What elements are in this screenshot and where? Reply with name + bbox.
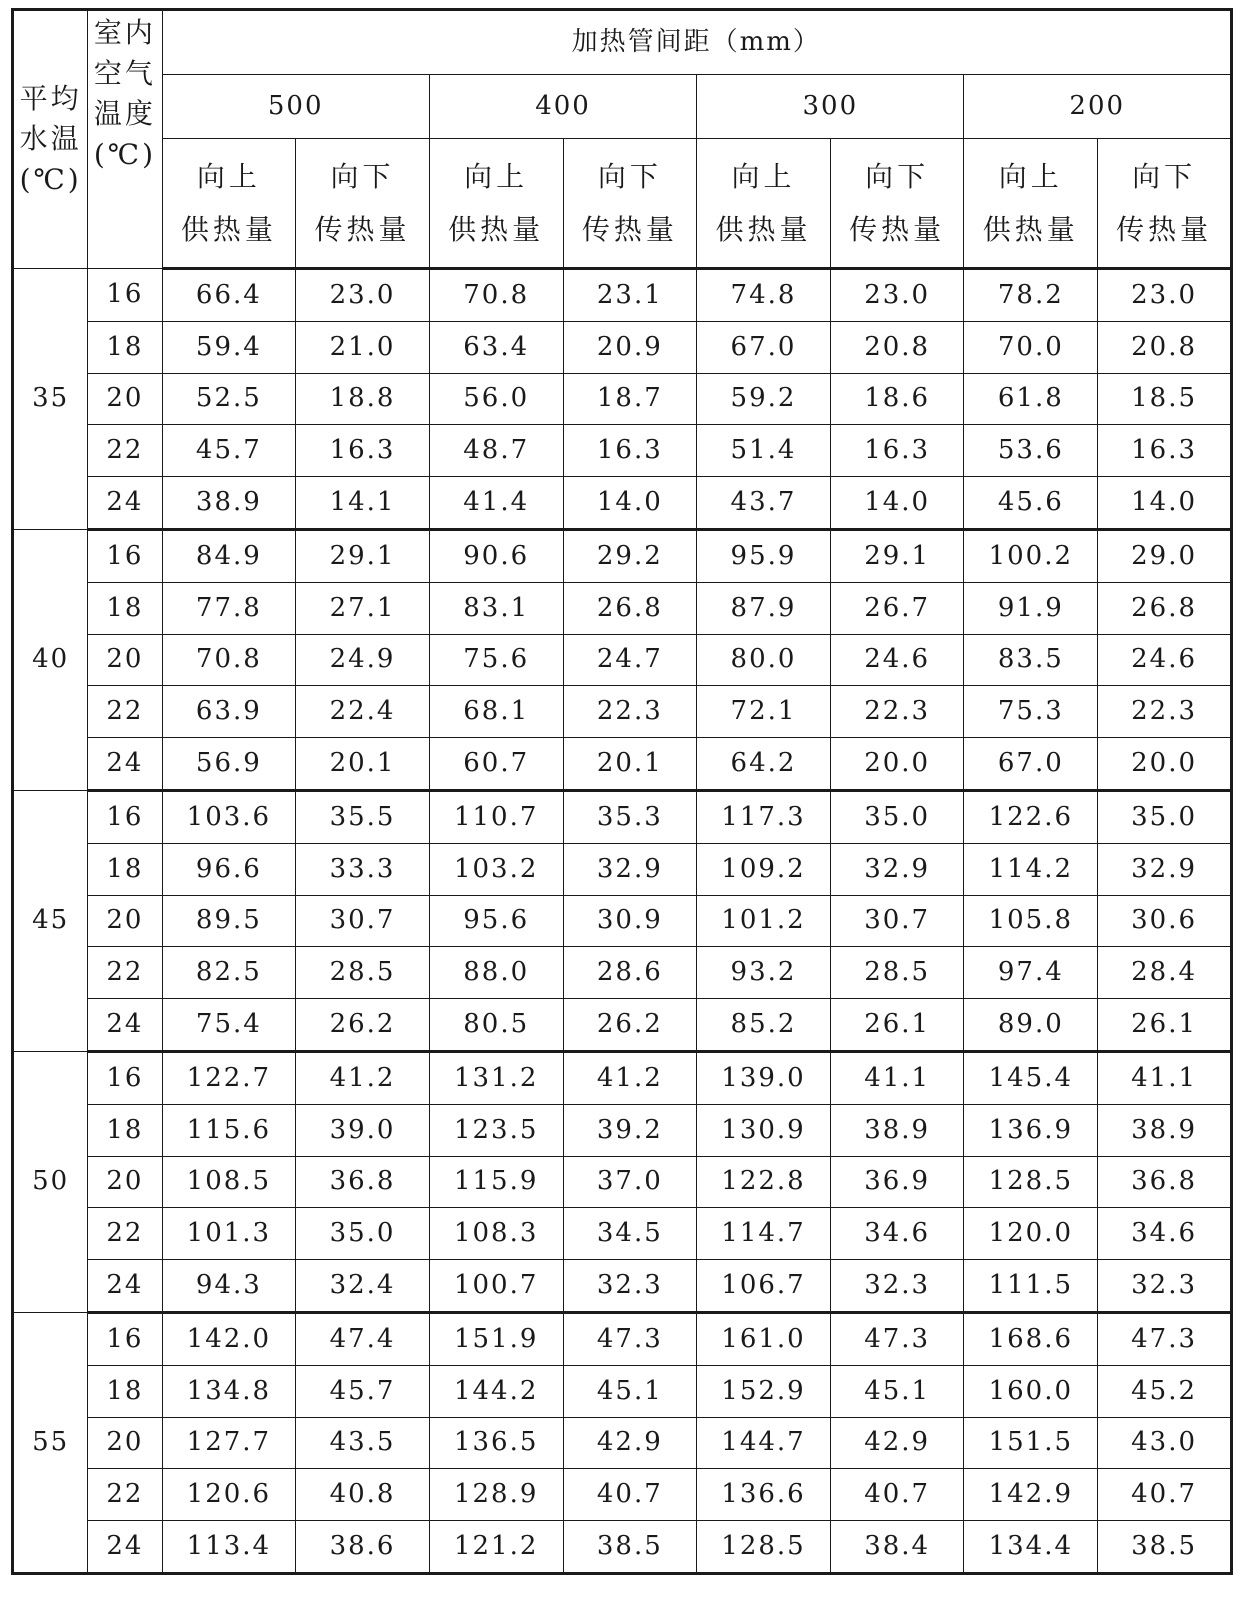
header-heat-up: 向上 供热量: [429, 139, 563, 269]
heat-down-value: 29.1: [296, 529, 430, 582]
room-temp-cell: 24: [88, 477, 162, 530]
heat-down-value: 18.7: [563, 373, 697, 425]
table-body: [13, 269, 1232, 1574]
heat-up-value: 97.4: [964, 947, 1098, 999]
heat-up-value: 120.6: [162, 1469, 296, 1521]
room-temp-cell: 22: [88, 947, 162, 999]
heat-down-value: 23.0: [830, 269, 964, 322]
heat-down-value: 28.5: [296, 947, 430, 999]
heat-down-value: 36.8: [296, 1156, 430, 1208]
heat-down-value: 47.3: [830, 1312, 964, 1365]
header-pipe-spacing: 加热管间距（mm）: [162, 10, 1231, 75]
table-row: [13, 1469, 1232, 1521]
heat-down-value: 41.1: [1098, 1051, 1232, 1104]
heat-up-value: 75.3: [964, 686, 1098, 738]
heat-down-value: 16.3: [830, 425, 964, 477]
heat-up-value: 139.0: [697, 1051, 831, 1104]
heat-down-value: 34.6: [1098, 1208, 1232, 1260]
room-temp-cell: 24: [88, 1260, 162, 1313]
heat-up-value: 105.8: [964, 895, 1098, 947]
heat-down-value: 14.1: [296, 477, 430, 530]
heat-down-value: 35.0: [1098, 790, 1232, 843]
room-temp-cell: 22: [88, 686, 162, 738]
heat-down-value: 14.0: [563, 477, 697, 530]
room-temp-cell: 22: [88, 1208, 162, 1260]
table-row: [13, 947, 1232, 999]
heat-down-value: 38.9: [830, 1104, 964, 1156]
water-temp-cell: 40: [13, 529, 88, 790]
table-row: [13, 321, 1232, 373]
heat-up-value: 123.5: [429, 1104, 563, 1156]
heat-down-value: 32.4: [296, 1260, 430, 1313]
heat-down-value: 45.1: [830, 1365, 964, 1417]
heat-up-value: 136.5: [429, 1417, 563, 1469]
water-temp-cell: 35: [13, 269, 88, 530]
room-temp-cell: 24: [88, 1521, 162, 1574]
heat-up-value: 103.2: [429, 843, 563, 895]
heat-up-value: 145.4: [964, 1051, 1098, 1104]
heat-down-value: 43.5: [296, 1417, 430, 1469]
table-row: [13, 1417, 1232, 1469]
table-row: [13, 477, 1232, 530]
water-temp-cell: 55: [13, 1312, 88, 1573]
room-temp-cell: 18: [88, 1365, 162, 1417]
heat-down-value: 41.1: [830, 1051, 964, 1104]
header-spacing-200: 200: [964, 75, 1232, 139]
heat-up-value: 100.7: [429, 1260, 563, 1313]
heat-up-value: 151.5: [964, 1417, 1098, 1469]
heat-down-value: 39.0: [296, 1104, 430, 1156]
water-temp-cell: 45: [13, 790, 88, 1051]
heat-down-value: 40.8: [296, 1469, 430, 1521]
table-row: [13, 373, 1232, 425]
header-heat-down: 向下 传热量: [296, 139, 430, 269]
heat-up-value: 83.1: [429, 582, 563, 634]
table-row: [13, 1208, 1232, 1260]
heat-up-value: 111.5: [964, 1260, 1098, 1313]
heat-down-value: 40.7: [563, 1469, 697, 1521]
heat-up-value: 72.1: [697, 686, 831, 738]
room-temp-cell: 16: [88, 529, 162, 582]
table-row: [13, 269, 1232, 322]
heat-down-value: 27.1: [296, 582, 430, 634]
heat-up-value: 96.6: [162, 843, 296, 895]
room-temp-cell: 16: [88, 1312, 162, 1365]
table-row: [13, 1051, 1232, 1104]
heat-down-value: 18.8: [296, 373, 430, 425]
heat-down-value: 45.2: [1098, 1365, 1232, 1417]
room-temp-cell: 20: [88, 373, 162, 425]
heat-down-value: 22.3: [1098, 686, 1232, 738]
heat-up-value: 43.7: [697, 477, 831, 530]
heat-down-value: 16.3: [1098, 425, 1232, 477]
heat-up-value: 128.5: [964, 1156, 1098, 1208]
heat-down-value: 30.7: [296, 895, 430, 947]
room-temp-cell: 16: [88, 1051, 162, 1104]
heat-up-value: 120.0: [964, 1208, 1098, 1260]
heat-down-value: 18.6: [830, 373, 964, 425]
heat-up-value: 128.5: [697, 1521, 831, 1574]
heat-down-value: 24.6: [830, 634, 964, 686]
heat-up-value: 77.8: [162, 582, 296, 634]
heat-up-value: 95.6: [429, 895, 563, 947]
heat-down-value: 22.3: [563, 686, 697, 738]
heat-up-value: 56.0: [429, 373, 563, 425]
heat-up-value: 144.2: [429, 1365, 563, 1417]
heat-up-value: 134.4: [964, 1521, 1098, 1574]
heat-down-value: 43.0: [1098, 1417, 1232, 1469]
heat-up-value: 41.4: [429, 477, 563, 530]
room-temp-cell: 20: [88, 1417, 162, 1469]
header-spacing-400: 400: [429, 75, 696, 139]
heat-down-value: 24.7: [563, 634, 697, 686]
heat-down-value: 26.7: [830, 582, 964, 634]
heat-up-value: 63.4: [429, 321, 563, 373]
heat-down-value: 32.3: [1098, 1260, 1232, 1313]
heat-up-value: 142.0: [162, 1312, 296, 1365]
heat-up-value: 130.9: [697, 1104, 831, 1156]
heat-up-value: 56.9: [162, 738, 296, 791]
header-heat-up: 向上 供热量: [697, 139, 831, 269]
heat-up-value: 89.5: [162, 895, 296, 947]
heat-down-value: 42.9: [830, 1417, 964, 1469]
heat-down-value: 41.2: [296, 1051, 430, 1104]
heat-down-value: 47.3: [563, 1312, 697, 1365]
table-row: [13, 425, 1232, 477]
heat-up-value: 114.2: [964, 843, 1098, 895]
header-water-temp: 平均 水温 (℃): [13, 10, 88, 269]
heat-up-value: 160.0: [964, 1365, 1098, 1417]
heat-up-value: 151.9: [429, 1312, 563, 1365]
heat-up-value: 114.7: [697, 1208, 831, 1260]
header-heat-up: 向上 供热量: [162, 139, 296, 269]
heat-down-value: 16.3: [563, 425, 697, 477]
heat-up-value: 48.7: [429, 425, 563, 477]
heat-up-value: 59.2: [697, 373, 831, 425]
heat-up-value: 89.0: [964, 999, 1098, 1052]
heat-up-value: 70.8: [429, 269, 563, 322]
heat-up-value: 108.3: [429, 1208, 563, 1260]
heat-down-value: 18.5: [1098, 373, 1232, 425]
table-row: [13, 999, 1232, 1052]
table-row: [13, 634, 1232, 686]
table-row: [13, 686, 1232, 738]
heat-down-value: 20.0: [830, 738, 964, 791]
heat-up-value: 122.8: [697, 1156, 831, 1208]
heat-up-value: 144.7: [697, 1417, 831, 1469]
heat-up-value: 122.6: [964, 790, 1098, 843]
heat-down-value: 22.4: [296, 686, 430, 738]
table-row: [13, 1156, 1232, 1208]
heat-down-value: 28.5: [830, 947, 964, 999]
heat-up-value: 74.8: [697, 269, 831, 322]
heat-up-value: 91.9: [964, 582, 1098, 634]
heat-down-value: 23.0: [296, 269, 430, 322]
heat-up-value: 52.5: [162, 373, 296, 425]
heat-up-value: 45.6: [964, 477, 1098, 530]
heat-down-value: 20.1: [563, 738, 697, 791]
heat-down-value: 35.5: [296, 790, 430, 843]
table-row: [13, 738, 1232, 791]
table-row: [13, 1365, 1232, 1417]
heat-down-value: 29.1: [830, 529, 964, 582]
heat-down-value: 26.2: [296, 999, 430, 1052]
heat-up-value: 68.1: [429, 686, 563, 738]
table-row: [13, 1312, 1232, 1365]
heat-up-value: 134.8: [162, 1365, 296, 1417]
heat-down-value: 41.2: [563, 1051, 697, 1104]
room-temp-cell: 24: [88, 999, 162, 1052]
heat-up-value: 70.8: [162, 634, 296, 686]
heat-down-value: 30.6: [1098, 895, 1232, 947]
heat-up-value: 131.2: [429, 1051, 563, 1104]
room-temp-cell: 20: [88, 634, 162, 686]
heat-down-value: 38.9: [1098, 1104, 1232, 1156]
heat-up-value: 110.7: [429, 790, 563, 843]
heat-up-value: 51.4: [697, 425, 831, 477]
heat-down-value: 38.5: [1098, 1521, 1232, 1574]
heat-up-value: 82.5: [162, 947, 296, 999]
heat-up-value: 67.0: [964, 738, 1098, 791]
room-temp-cell: 16: [88, 790, 162, 843]
heat-up-value: 63.9: [162, 686, 296, 738]
heat-up-value: 61.8: [964, 373, 1098, 425]
header-spacing-300: 300: [697, 75, 964, 139]
heat-down-value: 26.1: [830, 999, 964, 1052]
heat-down-value: 35.0: [296, 1208, 430, 1260]
heat-down-value: 35.3: [563, 790, 697, 843]
heat-down-value: 26.1: [1098, 999, 1232, 1052]
heat-down-value: 36.9: [830, 1156, 964, 1208]
heat-up-value: 100.2: [964, 529, 1098, 582]
heat-down-value: 38.4: [830, 1521, 964, 1574]
heat-transfer-table: [11, 8, 1233, 1575]
room-temp-cell: 20: [88, 895, 162, 947]
room-temp-cell: 18: [88, 321, 162, 373]
heat-up-value: 127.7: [162, 1417, 296, 1469]
heat-up-value: 78.2: [964, 269, 1098, 322]
room-temp-cell: 24: [88, 738, 162, 791]
header-room-temp: 室内 空气 温度 (℃): [88, 10, 162, 269]
heat-up-value: 75.4: [162, 999, 296, 1052]
room-temp-cell: 18: [88, 843, 162, 895]
table-row: [13, 1260, 1232, 1313]
heat-up-value: 45.7: [162, 425, 296, 477]
heat-up-value: 53.6: [964, 425, 1098, 477]
header-heat-down: 向下 传热量: [830, 139, 964, 269]
heat-down-value: 38.6: [296, 1521, 430, 1574]
heat-up-value: 103.6: [162, 790, 296, 843]
heat-up-value: 93.2: [697, 947, 831, 999]
room-temp-cell: 16: [88, 269, 162, 322]
heat-down-value: 24.9: [296, 634, 430, 686]
room-temp-cell: 20: [88, 1156, 162, 1208]
water-temp-cell: 50: [13, 1051, 88, 1312]
heat-down-value: 14.0: [1098, 477, 1232, 530]
heat-down-value: 32.3: [563, 1260, 697, 1313]
heat-down-value: 14.0: [830, 477, 964, 530]
heat-down-value: 24.6: [1098, 634, 1232, 686]
heat-down-value: 23.1: [563, 269, 697, 322]
heat-up-value: 117.3: [697, 790, 831, 843]
heat-down-value: 38.5: [563, 1521, 697, 1574]
heat-up-value: 161.0: [697, 1312, 831, 1365]
heat-up-value: 136.6: [697, 1469, 831, 1521]
heat-down-value: 28.4: [1098, 947, 1232, 999]
heat-up-value: 113.4: [162, 1521, 296, 1574]
table-row: [13, 1521, 1232, 1574]
heat-down-value: 40.7: [1098, 1469, 1232, 1521]
heat-up-value: 136.9: [964, 1104, 1098, 1156]
heat-up-value: 64.2: [697, 738, 831, 791]
heat-down-value: 45.1: [563, 1365, 697, 1417]
heat-up-value: 84.9: [162, 529, 296, 582]
table-row: [13, 582, 1232, 634]
heat-down-value: 47.3: [1098, 1312, 1232, 1365]
heat-up-value: 121.2: [429, 1521, 563, 1574]
heat-up-value: 70.0: [964, 321, 1098, 373]
heat-up-value: 142.9: [964, 1469, 1098, 1521]
heat-down-value: 42.9: [563, 1417, 697, 1469]
heat-up-value: 85.2: [697, 999, 831, 1052]
heat-down-value: 33.3: [296, 843, 430, 895]
heat-down-value: 32.3: [830, 1260, 964, 1313]
heat-up-value: 80.5: [429, 999, 563, 1052]
heat-up-value: 152.9: [697, 1365, 831, 1417]
heat-up-value: 88.0: [429, 947, 563, 999]
heat-down-value: 26.8: [1098, 582, 1232, 634]
heat-up-value: 38.9: [162, 477, 296, 530]
heat-down-value: 20.8: [830, 321, 964, 373]
table-row: [13, 529, 1232, 582]
heat-down-value: 26.2: [563, 999, 697, 1052]
heat-up-value: 115.6: [162, 1104, 296, 1156]
heat-up-value: 95.9: [697, 529, 831, 582]
heat-up-value: 90.6: [429, 529, 563, 582]
room-temp-cell: 22: [88, 1469, 162, 1521]
heat-up-value: 66.4: [162, 269, 296, 322]
table-row: [13, 843, 1232, 895]
heat-down-value: 37.0: [563, 1156, 697, 1208]
heat-up-value: 80.0: [697, 634, 831, 686]
heat-down-value: 35.0: [830, 790, 964, 843]
heat-down-value: 16.3: [296, 425, 430, 477]
heat-up-value: 83.5: [964, 634, 1098, 686]
heat-up-value: 168.6: [964, 1312, 1098, 1365]
heat-up-value: 75.6: [429, 634, 563, 686]
heat-up-value: 122.7: [162, 1051, 296, 1104]
heat-down-value: 32.9: [1098, 843, 1232, 895]
heat-up-value: 106.7: [697, 1260, 831, 1313]
header-heat-down: 向下 传热量: [1098, 139, 1232, 269]
heat-up-value: 108.5: [162, 1156, 296, 1208]
heat-down-value: 29.0: [1098, 529, 1232, 582]
room-temp-cell: 18: [88, 1104, 162, 1156]
heat-down-value: 39.2: [563, 1104, 697, 1156]
heat-up-value: 101.2: [697, 895, 831, 947]
sub-header-row: [13, 139, 1232, 269]
heat-up-value: 59.4: [162, 321, 296, 373]
heat-down-value: 20.1: [296, 738, 430, 791]
table-row: [13, 1104, 1232, 1156]
heat-down-value: 47.4: [296, 1312, 430, 1365]
heat-down-value: 23.0: [1098, 269, 1232, 322]
heat-up-value: 109.2: [697, 843, 831, 895]
heat-down-value: 29.2: [563, 529, 697, 582]
heat-down-value: 32.9: [830, 843, 964, 895]
header-heat-down: 向下 传热量: [563, 139, 697, 269]
header-heat-up: 向上 供热量: [964, 139, 1098, 269]
heat-down-value: 34.6: [830, 1208, 964, 1260]
heat-down-value: 21.0: [296, 321, 430, 373]
heat-up-value: 115.9: [429, 1156, 563, 1208]
heat-down-value: 20.8: [1098, 321, 1232, 373]
heat-down-value: 34.5: [563, 1208, 697, 1260]
heat-down-value: 20.9: [563, 321, 697, 373]
heat-up-value: 67.0: [697, 321, 831, 373]
room-temp-cell: 22: [88, 425, 162, 477]
table-row: [13, 790, 1232, 843]
heat-down-value: 40.7: [830, 1469, 964, 1521]
heat-down-value: 20.0: [1098, 738, 1232, 791]
heat-up-value: 128.9: [429, 1469, 563, 1521]
heat-down-value: 26.8: [563, 582, 697, 634]
heat-down-value: 22.3: [830, 686, 964, 738]
heat-up-value: 101.3: [162, 1208, 296, 1260]
table-row: [13, 895, 1232, 947]
heat-down-value: 30.7: [830, 895, 964, 947]
heat-down-value: 36.8: [1098, 1156, 1232, 1208]
heat-up-value: 94.3: [162, 1260, 296, 1313]
heat-down-value: 28.6: [563, 947, 697, 999]
room-temp-cell: 18: [88, 582, 162, 634]
heat-down-value: 45.7: [296, 1365, 430, 1417]
heat-down-value: 30.9: [563, 895, 697, 947]
header-spacing-500: 500: [162, 75, 429, 139]
heat-down-value: 32.9: [563, 843, 697, 895]
heat-up-value: 87.9: [697, 582, 831, 634]
heat-up-value: 60.7: [429, 738, 563, 791]
